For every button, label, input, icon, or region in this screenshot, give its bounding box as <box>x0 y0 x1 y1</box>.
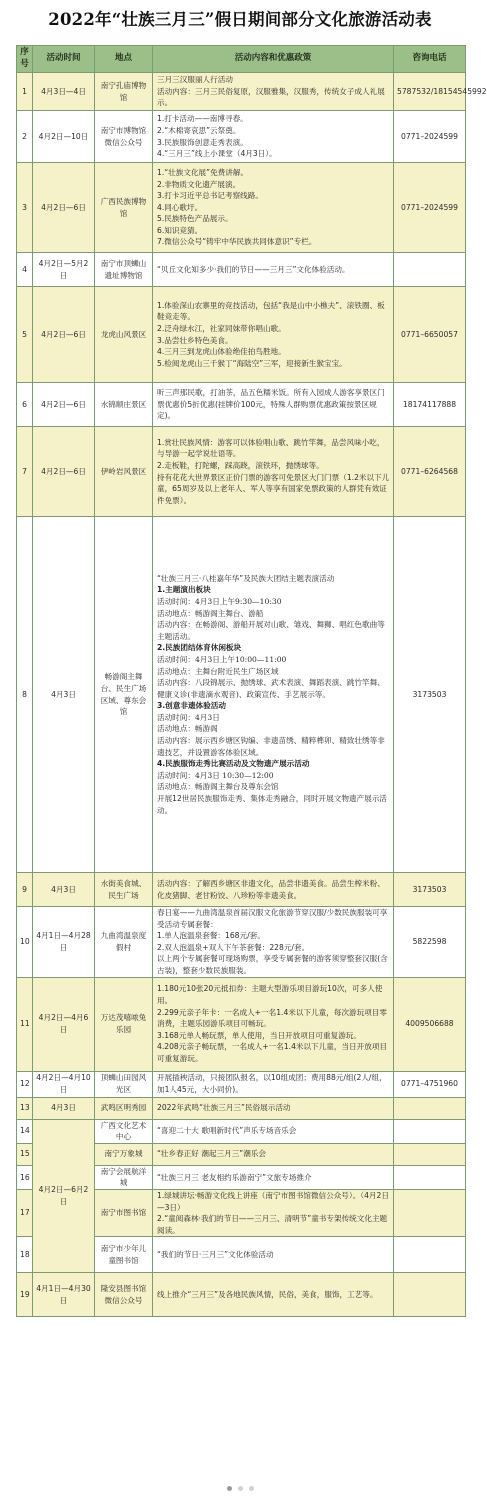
row-time: 4月3日 <box>33 873 95 907</box>
content-line: 5.检阅龙虎山三千猴丁“海陆空”三军，迎接新生猴宝宝。 <box>157 358 347 368</box>
table-row <box>17 73 466 111</box>
table-row <box>17 873 466 907</box>
row-phone: 0771–6264568 <box>394 427 466 517</box>
row-number: 13 <box>17 1097 33 1119</box>
row-place: 南宁孔庙博物馆 <box>95 73 153 111</box>
row-number: 5 <box>17 287 33 383</box>
row-content <box>153 163 394 253</box>
content-line: 2022年武鸣“壮族三月三”民俗展示活动 <box>157 1103 291 1113</box>
row-time: 4月1日—4月30日 <box>33 1273 95 1317</box>
content-line: 6.知识竞猜。 <box>157 225 203 235</box>
row-content <box>153 1273 394 1317</box>
row-number: 18 <box>17 1237 33 1273</box>
row-number: 6 <box>17 383 33 427</box>
row-place: 南宁会展航洋城 <box>95 1165 153 1189</box>
row-content <box>153 1071 394 1097</box>
table-header-row <box>17 46 466 73</box>
content-line: 活动内容：了解西乡塘区非遗文化，品尝非遗美食。品尝生榨米粉、化皮猪脚、老甘粉饺、八珍粉等非遗美食。 <box>157 878 385 900</box>
content-line: 三月三汉服丽人行活动 <box>157 75 233 85</box>
row-time: 4月3日 <box>33 1097 95 1119</box>
row-place: 畅游阁主舞台、民生广场区域、尊东会馆 <box>95 517 153 873</box>
content-line: 4.民族服饰走秀比赛活动及文物遗产展示活动 <box>157 759 310 769</box>
row-phone <box>394 253 466 287</box>
content-line: 活动内容：三月三民俗复原，汉服雅集，汉服秀，传统女子成人礼展示。 <box>157 86 385 108</box>
table-row <box>17 1097 466 1119</box>
content-line: 活动地点：畅游阁主舞台、游船 <box>157 608 264 618</box>
row-place: 南宁万象城 <box>95 1143 153 1165</box>
content-line: 活动时间：4月3日 <box>157 712 220 722</box>
content-line: 1.“壮族文化展”免费讲解。 <box>157 167 249 177</box>
content-line: 5.民族特色产品展示。 <box>157 214 233 224</box>
content-line: “我们的节日·三月三”文化体验活动 <box>157 1250 274 1260</box>
content-line: “壮乡春正好 潮起三月三”潮乐会 <box>157 1149 266 1159</box>
row-content <box>153 1237 394 1273</box>
row-place: 南宁市顶蛳山遗址博物馆 <box>95 253 153 287</box>
row-content <box>153 1165 394 1189</box>
row-time: 4月3日—4日 <box>33 73 95 111</box>
row-time: 4月2日—6日 <box>33 287 95 383</box>
row-phone: 3173503 <box>394 517 466 873</box>
row-number: 15 <box>17 1143 33 1165</box>
content-line: 活动时间：4月3日上午9:30—10:30 <box>157 596 282 606</box>
content-line: 1.赏壮民族风情：游客可以体验唱山歌、跳竹竿舞，品尝风味小吃，与导游一起学说壮语等。 <box>157 437 385 459</box>
content-line: 线上推介“三月三”及各地民族风情，民俗，美食，服饰，工艺等。 <box>157 1290 378 1300</box>
row-place: 龙虎山风景区 <box>95 287 153 383</box>
row-place: 南宁市少年儿童图书馆 <box>95 1237 153 1273</box>
content-line: 以上两个专属套餐可现场购票，享受专属套餐的游客须穿整套汉服(含古装)，整套少数民族服装。 <box>157 954 388 975</box>
row-number: 2 <box>17 111 33 163</box>
content-line: 活动内容：展示西乡塘区钩编、非遗苗绣、精粹榫卯、精致壮绣等非遗技艺，并设置游客体验区域。 <box>157 736 385 757</box>
table-row <box>17 517 466 873</box>
row-number: 3 <box>17 163 33 253</box>
content-line: 2.双人泡温泉+双人下午茶套餐：228元/套。 <box>157 942 310 952</box>
pager-dot[interactable] <box>238 1486 243 1491</box>
row-number: 12 <box>17 1071 33 1097</box>
table-row <box>17 1119 466 1143</box>
row-phone <box>394 1165 466 1189</box>
row-content <box>153 111 394 163</box>
row-content <box>153 73 394 111</box>
row-number: 17 <box>17 1189 33 1236</box>
row-time: 4月2日—4月6日 <box>33 977 95 1071</box>
content-line: “贝丘文化知多少·我们的节日——三月三”文化体验活动。 <box>157 264 350 274</box>
content-line: 2.走板鞋，打陀螺，踩高跷，滚铁环，抛绣球等。 <box>157 460 324 470</box>
content-line: “壮族三月三 老友相约乐游南宁”文旅专场推介 <box>157 1172 312 1182</box>
row-number: 16 <box>17 1165 33 1189</box>
row-content <box>153 287 394 383</box>
table-row <box>17 1071 466 1097</box>
row-place: 万达茂嘻哝兔乐园 <box>95 977 153 1071</box>
content-line: 3.168元单人畅玩票，单人使用，当日开放项目可重复游玩。 <box>157 1030 361 1040</box>
row-content <box>153 1119 394 1143</box>
page-indicator <box>0 1476 480 1495</box>
row-content <box>153 977 394 1071</box>
row-content <box>153 1189 394 1236</box>
header-time: 活动时间 <box>33 46 95 73</box>
content-line: 3.打卡习近平总书记考察线路。 <box>157 191 263 201</box>
row-phone: 5822598 <box>394 907 466 978</box>
row-number: 1 <box>17 73 33 111</box>
content-line: 活动地点：畅游阁主舞台及尊东会馆 <box>157 782 279 792</box>
content-line: 活动时间：4月3日上午10:00—11:00 <box>157 654 287 664</box>
content-line: 3.创意非遗体验活动 <box>157 701 226 711</box>
row-time: 4月2日—6月2日 <box>33 1119 95 1273</box>
content-line: 活动时间：4月3日 10:30—12:00 <box>157 770 274 780</box>
header-phone: 咨询电话 <box>394 46 466 73</box>
content-line: 3.民族服饰创意走秀表演。 <box>157 137 248 147</box>
row-place: 水街美食城、民生广场 <box>95 873 153 907</box>
table-row <box>17 427 466 517</box>
row-number: 4 <box>17 253 33 287</box>
page-title: 2022年“壮族三月三”假日期间部分文化旅游活动表 <box>48 10 432 29</box>
row-phone <box>394 1143 466 1165</box>
row-content <box>153 383 394 427</box>
row-time: 4月2日—6日 <box>33 383 95 427</box>
content-line: 3.品尝壮乡特色美食。 <box>157 335 233 345</box>
row-time: 4月2日—5月2日 <box>33 253 95 287</box>
content-line: 活动内容：在畅游阁、游船开展对山歌、雏戏、舞狮、唱红色歌曲等主题活动。 <box>157 620 385 641</box>
content-line: 开展插秧活动，只接团队报名，以10组成团；费用88元/组(2人/组，加1人45元，大小同价)。 <box>157 1073 387 1095</box>
content-line: 1.180元10张20元抵扣券：主题大型游乐项目游玩10次，可多人使用。 <box>157 984 383 1006</box>
table-row <box>17 253 466 287</box>
content-line: 2.“木棉寄哀思”云祭奠。 <box>157 125 241 135</box>
table-row <box>17 1273 466 1317</box>
content-line: 2.民族团结体育休闲板块 <box>157 643 242 653</box>
row-place: 水锦顺庄景区 <box>95 383 153 427</box>
row-content <box>153 907 394 978</box>
row-number: 11 <box>17 977 33 1071</box>
content-line: 活动地点：畅游阁 <box>157 724 218 734</box>
row-phone: 5787532/18154545992 <box>394 73 466 111</box>
content-line: 4.“三月三”线上小课堂（4月3日）。 <box>157 149 277 159</box>
row-phone: 0771–6650057 <box>394 287 466 383</box>
row-number: 10 <box>17 907 33 978</box>
row-place: 武鸣区明秀园 <box>95 1097 153 1119</box>
content-line: 2.非物质文化遗产展演。 <box>157 179 241 189</box>
content-line: 7.微信公众号“铸牢中华民族共同体意识”专栏。 <box>157 237 317 247</box>
row-phone: 4009506688 <box>394 977 466 1071</box>
row-number: 9 <box>17 873 33 907</box>
row-phone: 0771–4751960 <box>394 1071 466 1097</box>
content-line: 开展12世居民族服饰走秀、集体走秀融合，同时开展文物遗产展示活动。 <box>157 794 387 815</box>
row-phone: 0771–2024599 <box>394 163 466 253</box>
table-row <box>17 977 466 1071</box>
pager-dot[interactable] <box>249 1486 254 1491</box>
content-line: 活动内容：八段锦展示、抛绣球、武术表演、舞蹈表演、跳竹竿舞、健康义诊(非遗滴水观音)、政策宣传、手艺展示等。 <box>157 678 385 699</box>
row-phone <box>394 1119 466 1143</box>
content-line: 1.体验深山农寨里的竞技活动，包括“我是山中小樵夫”、滚铁圈、板鞋竞走等。 <box>157 300 385 322</box>
content-line: 1.单人泡温泉套餐：168元/套。 <box>157 931 265 941</box>
table-row <box>17 111 466 163</box>
row-place: 九曲湾温泉度假村 <box>95 907 153 978</box>
table-row <box>17 383 466 427</box>
row-content <box>153 1097 394 1119</box>
row-place: 伊岭岩风景区 <box>95 427 153 517</box>
row-content <box>153 517 394 873</box>
content-line: 春日宴——九曲湾温泉首届汉服文化旅游节穿汉服/少数民族服装可享受活动专属套餐： <box>157 908 388 929</box>
row-place: 南宁市博物馆微信公众号 <box>95 111 153 163</box>
row-time: 4月2日—6日 <box>33 163 95 253</box>
row-number: 7 <box>17 427 33 517</box>
row-phone <box>394 1097 466 1119</box>
row-number: 8 <box>17 517 33 873</box>
row-number: 14 <box>17 1119 33 1143</box>
row-time: 4月2日—6日 <box>33 427 95 517</box>
header-content: 活动内容和优惠政策 <box>153 46 394 73</box>
row-content <box>153 427 394 517</box>
row-time: 4月2日—10日 <box>33 111 95 163</box>
row-phone <box>394 1237 466 1273</box>
content-line: 4.同心歌圩。 <box>157 202 203 212</box>
content-line: 4.208元亲子畅玩票，一名成人+一名1.4米以下儿童，当日开放项目可重复游玩。 <box>157 1042 388 1064</box>
content-line: 4.三月三到龙虎山体验绝佳拍鸟胜地。 <box>157 347 286 357</box>
row-time: 4月2日—4月10日 <box>33 1071 95 1097</box>
row-place: 隆安县图书馆微信公众号 <box>95 1273 153 1317</box>
content-line: 1.打卡活动——南博寻春。 <box>157 114 248 124</box>
row-content <box>153 253 394 287</box>
row-phone: 0771–2024599 <box>394 111 466 163</box>
activity-table <box>16 45 487 1317</box>
content-line: 听三声那民歌，打油茶，品五色糯米饭。所有入园成人游客享景区门票优惠价5折优惠(挂牌价100元，特殊人群购票优惠政策按景区规定)。 <box>157 388 385 421</box>
row-time: 4月3日 <box>33 517 95 873</box>
content-line: 持有花花大世界景区正价门票的游客可免景区大门门票（1.2米以下儿童，65周岁及以上老年人、军人等享有国家免票政策的人群凭有效证件免票）。 <box>157 472 390 505</box>
table-row <box>17 287 466 383</box>
table-row <box>17 163 466 253</box>
header-no: 序号 <box>17 46 33 73</box>
content-line: 2.299元亲子年卡：一名成人+一名1.4米以下儿童，每次游玩项目零消费，主题乐园游乐项目可畅玩。 <box>157 1007 388 1029</box>
content-line: “喜迎二十大 歌唱新时代”声乐专场音乐会 <box>157 1126 297 1136</box>
header-place: 地点 <box>95 46 153 73</box>
content-line: 2.“童阅森林·我们的节日——三月三、清明节”童书专架传统文化主题阅读。 <box>157 1214 388 1235</box>
row-content <box>153 1143 394 1165</box>
content-line: 1.绿城讲坛·畅游文化线上讲座（南宁市图书馆微信公众号）。（4月2日—3日） <box>157 1190 389 1212</box>
row-place: 广西文化艺术中心 <box>95 1119 153 1143</box>
row-phone <box>394 1189 466 1236</box>
content-line: “壮族三月三·八桂嘉年华”及民族大团结主题表演活动 <box>157 573 335 583</box>
row-content <box>153 873 394 907</box>
activity-table-container <box>16 45 487 1317</box>
row-phone: 18174117888 <box>394 383 466 427</box>
content-line: 活动地点：主舞台附近民生广场区域 <box>157 666 279 676</box>
row-place: 顶蛳山田园风光区 <box>95 1071 153 1097</box>
row-place: 广西民族博物馆 <box>95 163 153 253</box>
table-row <box>17 907 466 978</box>
row-time: 4月1日—4月28日 <box>33 907 95 978</box>
content-line: 2.泛舟绿水江，社家同妹带你唱山歌。 <box>157 323 286 333</box>
row-phone <box>394 1273 466 1317</box>
content-line: 1.主题演出板块 <box>157 585 211 595</box>
row-place: 南宁市图书馆 <box>95 1189 153 1236</box>
row-number: 19 <box>17 1273 33 1317</box>
pager-dot[interactable] <box>227 1486 232 1491</box>
row-phone: 3173503 <box>394 873 466 907</box>
